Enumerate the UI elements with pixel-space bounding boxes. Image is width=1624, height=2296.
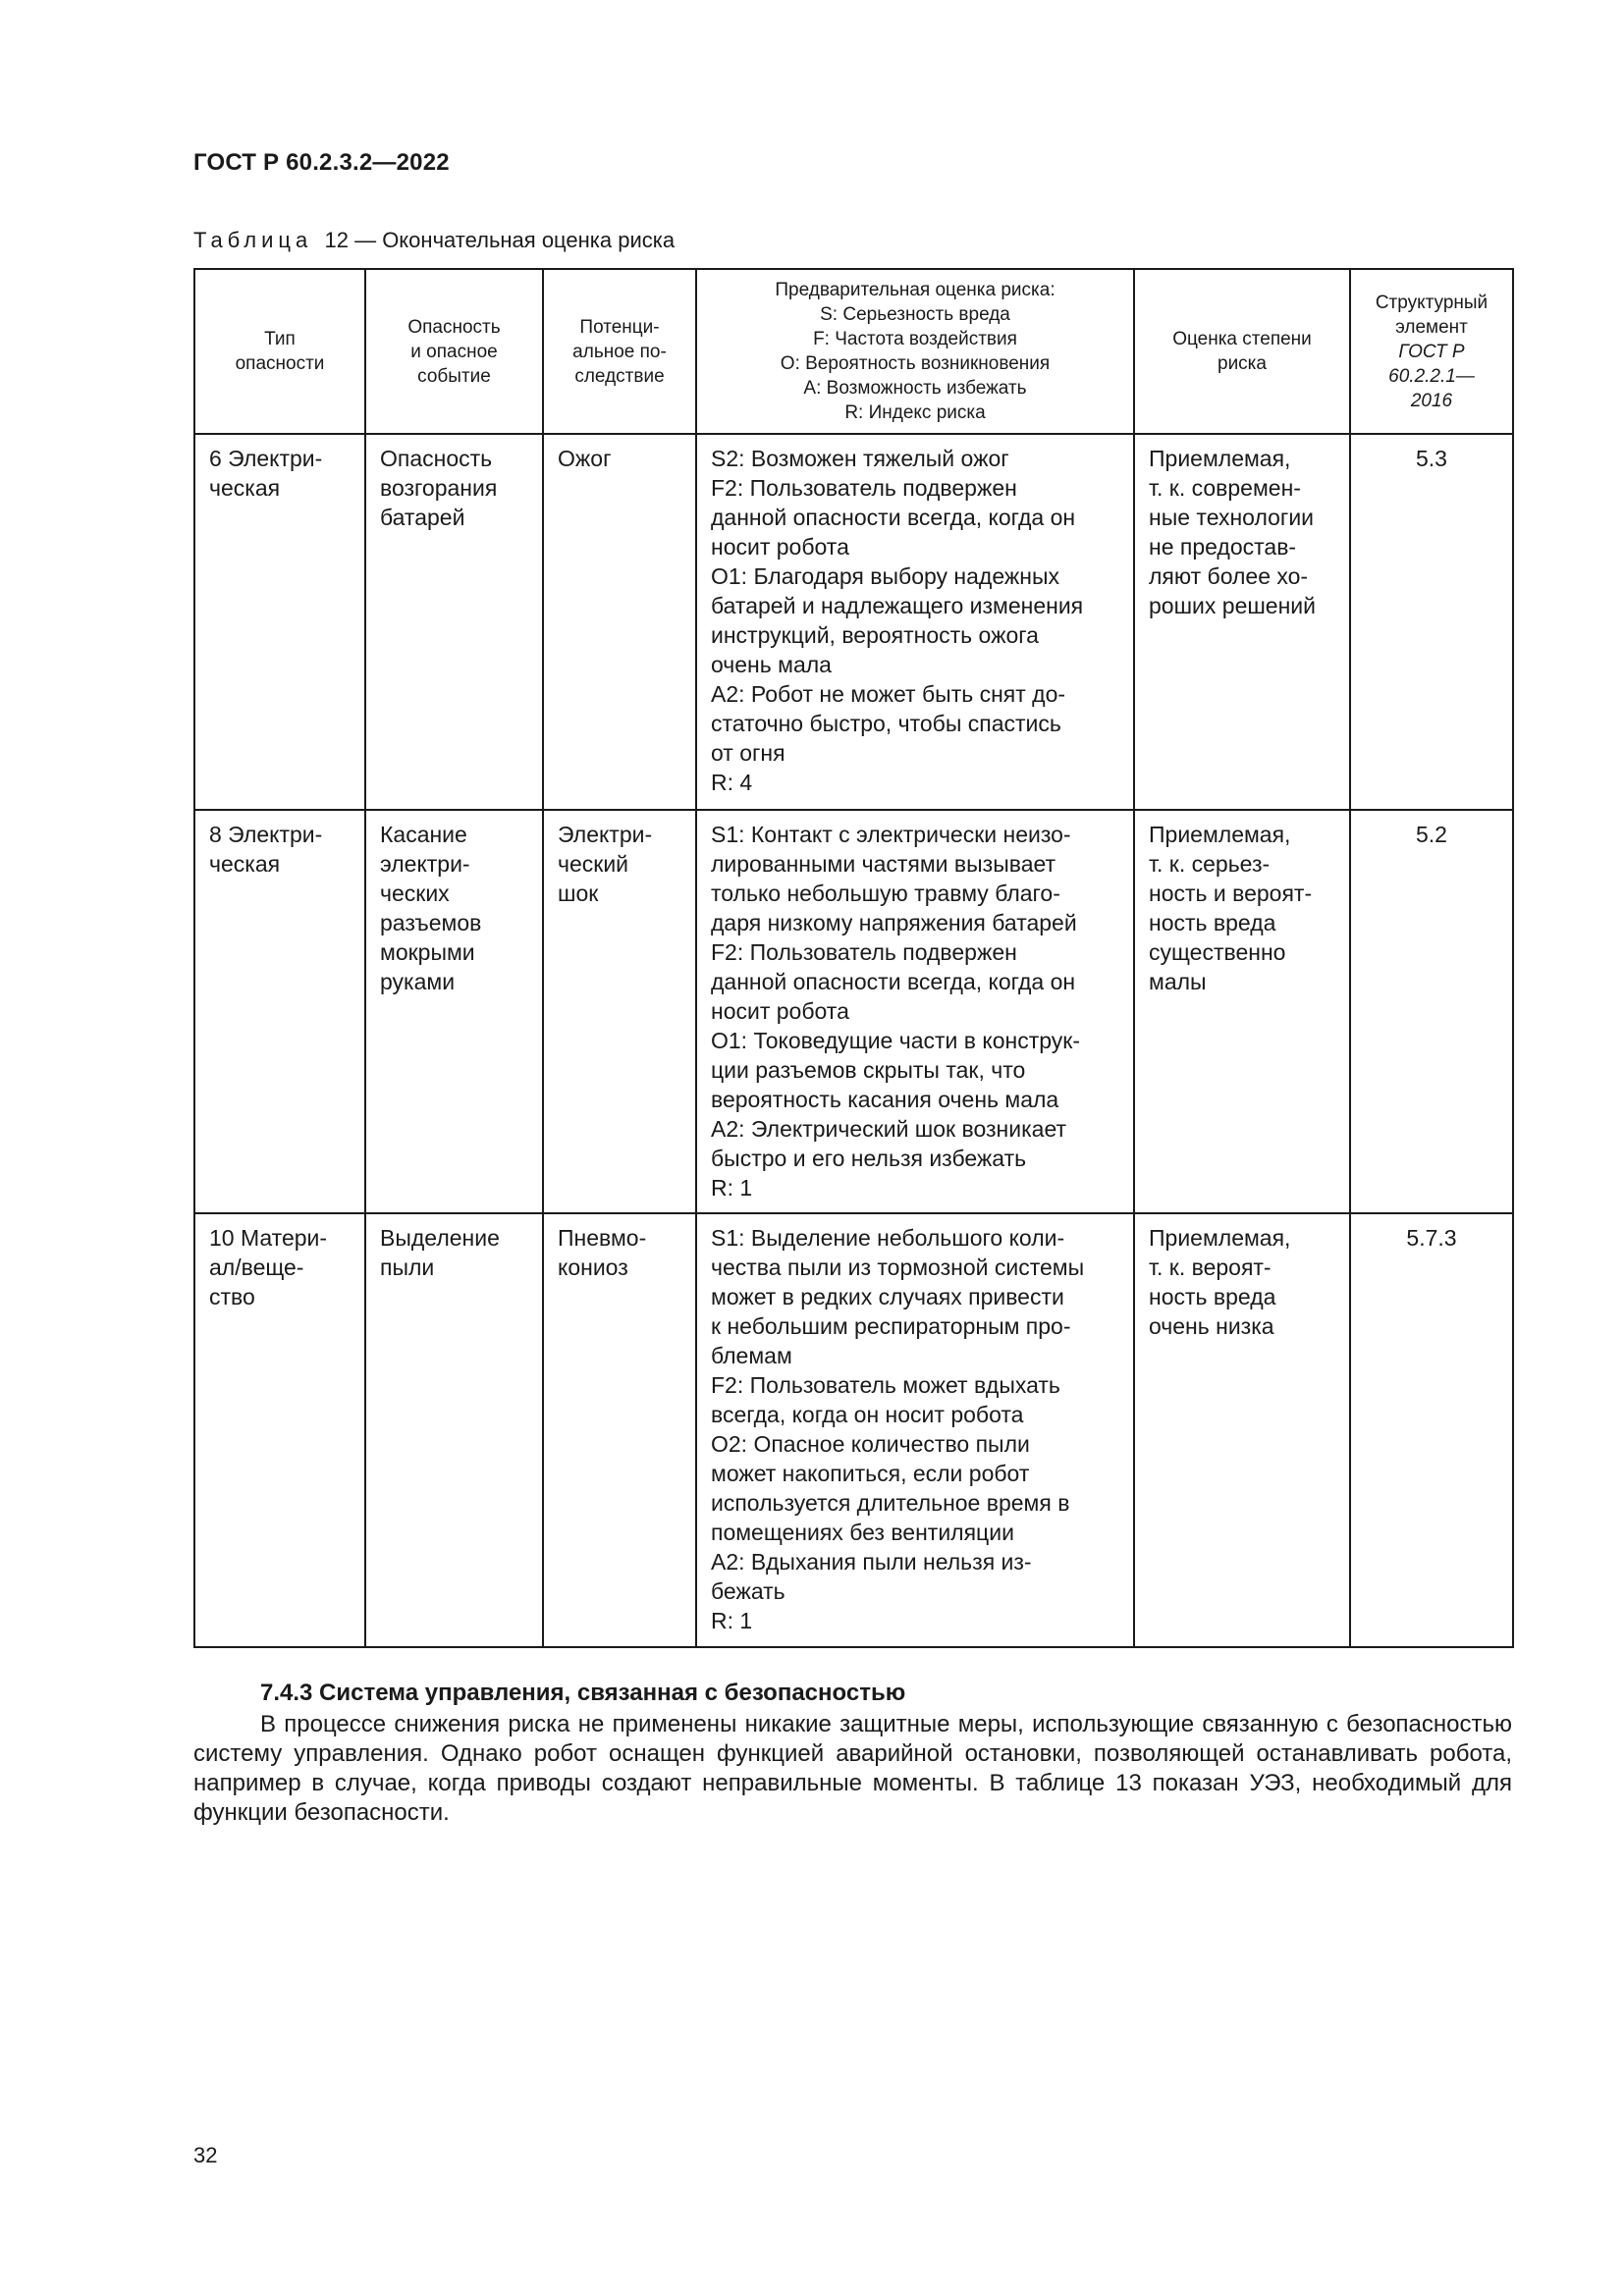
cell-hazard-type: 6 Электри- ческая [194, 434, 365, 810]
document-header: ГОСТ Р 60.2.3.2—2022 [193, 149, 450, 176]
section-7-4-3 [193, 1679, 1512, 1828]
cell-hazard-event: Выделение пыли [365, 1213, 543, 1647]
header-structural-element: Структурный элемент ГОСТ Р 60.2.2.1— 2016 [1350, 269, 1513, 434]
header-consequence: Потенци- альное по- следствие [543, 269, 696, 434]
table-header-row [194, 269, 1513, 434]
cell-structural-element: 5.2 [1350, 810, 1513, 1213]
cell-assessment: S2: Возможен тяжелый ожог F2: Пользователь подвержен данной опасности всегда, когда он носит робота O1: Благодаря выбору надежных батарей и надлежащего изменения инструкций, вероятность ожога очень мала A2: Робот не может быть снят до- статочно быстро, чтобы спастись от огня R: 4 [696, 434, 1134, 810]
table-caption-text: 12 — Окончательная оценка риска [324, 228, 676, 252]
section-heading: 7.4.3 Система управления, связанная с безопасностью [260, 1680, 906, 1706]
header-preliminary-assessment: Предварительная оценка риска: S: Серьезность вреда F: Частота воздействия O: Вероятность возникновения A: Возможность избежать R: Индекс риска [696, 269, 1134, 434]
table-row [194, 810, 1513, 1213]
cell-hazard-event: Опасность возгорания батарей [365, 434, 543, 810]
table-caption-label: Таблица [193, 228, 313, 252]
risk-table [193, 268, 1514, 1648]
page-number: 32 [193, 2143, 218, 2167]
cell-evaluation: Приемлемая, т. к. серьез- ность и вероят- ность вреда существенно малы [1134, 810, 1350, 1213]
cell-consequence: Электри- ческий шок [543, 810, 696, 1213]
cell-structural-element: 5.3 [1350, 434, 1513, 810]
cell-hazard-type: 8 Электри- ческая [194, 810, 365, 1213]
table-row [194, 434, 1513, 810]
cell-evaluation: Приемлемая, т. к. современ- ные технологии не предостав- ляют более хо- роших решений [1134, 434, 1350, 810]
cell-assessment: S1: Выделение небольшого коли- чества пыли из тормозной системы может в редких случаях привести к небольшим респираторным про- блемам F2: Пользователь может вдыхать всегда, когда он носит робота O2: Опасное количество пыли может накопиться, если робот используется длительное время в помещениях без вентиляции A2: Вдыхания пыли нельзя из- бежать R: 1 [696, 1213, 1134, 1647]
cell-hazard-type: 10 Матери- ал/веще- ство [194, 1213, 365, 1647]
cell-evaluation: Приемлемая, т. к. вероят- ность вреда очень низка [1134, 1213, 1350, 1647]
cell-structural-element: 5.7.3 [1350, 1213, 1513, 1647]
section-paragraph: В процессе снижения риска не применены никакие защитные меры, использующие связанную с безопасностью систему управления. Однако робот оснащен функцией аварийной остановки, позволяющей останавливать робота, например в случае, когда приводы создают неправильные моменты. В таблице 13 показан УЭЗ, необходимый для функции безопасности. [193, 1711, 1512, 1826]
table-row [194, 1213, 1513, 1647]
table-caption [193, 228, 675, 253]
header-hazard-type: Тип опасности [194, 269, 365, 434]
header-risk-evaluation: Оценка степени риска [1134, 269, 1350, 434]
cell-assessment: S1: Контакт с электрически неизо- лированными частями вызывает только небольшую травму благо- даря низкому напряжения батарей F2: Пользователь подвержен данной опасности всегда, когда он носит робота O1: Токоведущие части в конструк- ции разъемов скрыты так, что вероятность касания очень мала A2: Электрический шок возникает быстро и его нельзя избежать R: 1 [696, 810, 1134, 1213]
cell-consequence: Ожог [543, 434, 696, 810]
cell-consequence: Пневмо- кониоз [543, 1213, 696, 1647]
header-hazard-event: Опасность и опасное событие [365, 269, 543, 434]
cell-hazard-event: Касание электри- ческих разъемов мокрыми руками [365, 810, 543, 1213]
